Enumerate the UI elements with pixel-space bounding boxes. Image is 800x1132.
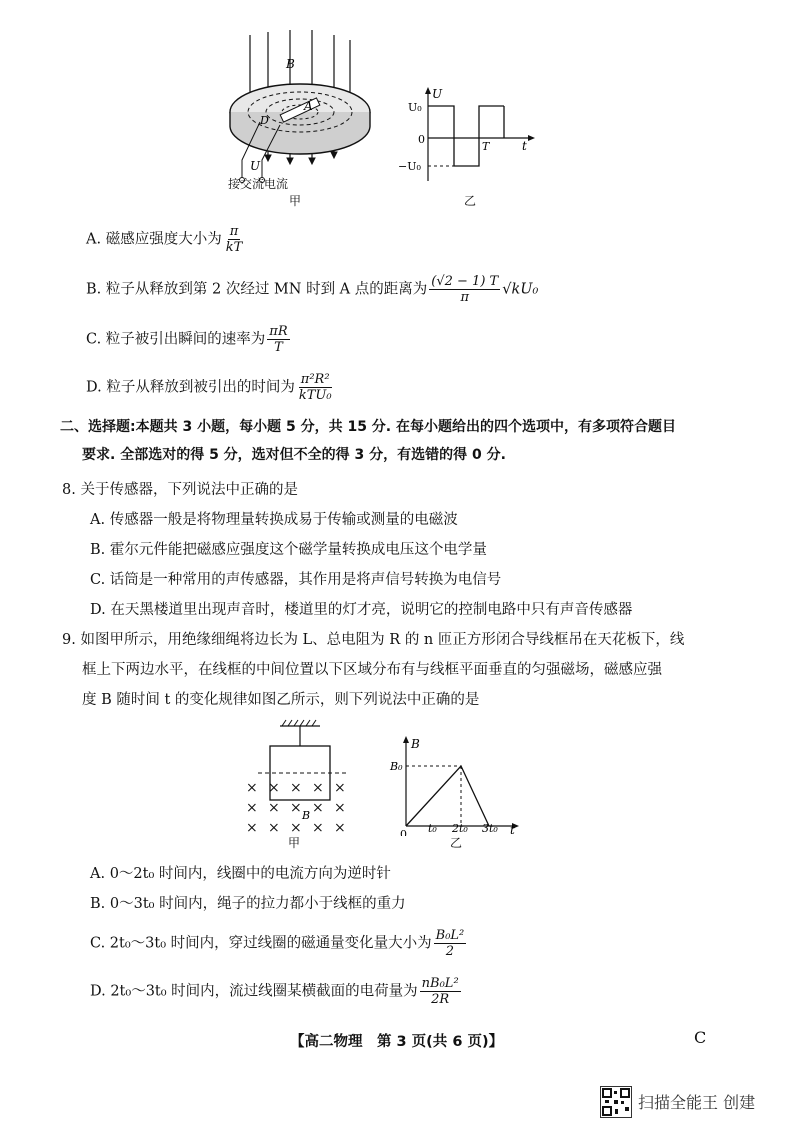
- frac-num: π²R²: [300, 372, 330, 387]
- cross-mark: ×: [334, 780, 346, 796]
- section2-line2: 要求. 全部选对的得 5 分，选对但不全的得 3 分，有选错的得 0 分.: [82, 447, 506, 463]
- cross-mark: ×: [334, 820, 346, 836]
- frac-num: π: [229, 224, 239, 239]
- frac-num: πR: [269, 324, 288, 339]
- cross-mark: ×: [246, 800, 258, 816]
- label-A: A: [304, 99, 313, 113]
- label-3t0: 3t₀: [482, 822, 498, 835]
- qr-code-icon: [600, 1086, 632, 1118]
- q9-option-a: A. 0～2t₀ 时间内，线圈中的电流方向为逆时针: [90, 866, 391, 882]
- q9-line3: 度 B 随时间 t 的变化规律如图乙所示，则下列说法中正确的是: [82, 692, 480, 708]
- cross-mark: ×: [290, 800, 302, 816]
- frac-den: 2R: [431, 992, 450, 1007]
- q7-option-c: [86, 324, 292, 355]
- q8-option-a: A. 传感器一般是将物理量转换成易于传输或测量的电磁波: [90, 512, 458, 528]
- fig9-jia-label: 甲: [288, 836, 301, 850]
- label-2t0: 2t₀: [452, 822, 468, 835]
- label-B-axis: B: [411, 737, 420, 751]
- label-T: T: [482, 140, 490, 153]
- label-U0: U₀: [408, 101, 422, 114]
- q9-d-prefix: D. 2t₀～3t₀ 时间内，流过线圈某横截面的电荷量为: [90, 983, 418, 1000]
- q9-line2: 框上下两边水平，在线框的中间位置以下区域分布有与线框平面垂直的匀强磁场，磁感应强: [82, 662, 662, 678]
- frac-den: π: [460, 290, 469, 305]
- q8-option-b: B. 霍尔元件能把磁感应强度这个磁学量转换成电压这个电学量: [90, 542, 487, 558]
- label-U: U: [250, 159, 261, 173]
- frac-den: 2: [445, 944, 455, 959]
- q9-option-d: [90, 976, 463, 1007]
- cross-mark: ×: [268, 780, 280, 796]
- q9-option-b: B. 0～3t₀ 时间内，绳子的拉力都小于线框的重力: [90, 896, 406, 912]
- fig7-yi-label: 乙: [464, 194, 477, 208]
- cross-mark: ×: [290, 780, 302, 796]
- label-B0: B₀: [390, 760, 403, 773]
- scanner-watermark: 扫描全能王 创建: [638, 1093, 756, 1112]
- cross-mark: ×: [268, 820, 280, 836]
- q7-option-b: [86, 274, 538, 305]
- label-B: B: [286, 57, 295, 71]
- label-t-axis: t: [510, 823, 515, 836]
- cross-mark: ×: [312, 800, 324, 816]
- q7-b-prefix: B. 粒子从释放到第 2 次经过 MN 时到 A 点的距离为: [86, 281, 428, 298]
- label-t0: t₀: [428, 822, 437, 835]
- cross-mark: ×: [334, 800, 346, 816]
- frac-den: kT: [225, 240, 243, 255]
- figure-9-yi: [386, 734, 526, 836]
- q9-d-frac: [420, 976, 461, 1007]
- fig7-jia-label: 甲: [289, 194, 302, 208]
- q9-c-prefix: C. 2t₀～3t₀ 时间内，穿过线圈的磁通量变化量大小为: [90, 935, 432, 952]
- frac-den: T: [274, 340, 283, 355]
- section2-line1: 二、选择题:本题共 3 小题，每小题 5 分，共 15 分. 在每小题给出的四个选项中，有多项符合题目: [60, 419, 676, 435]
- q7-option-d: [86, 372, 336, 403]
- q7-c-prefix: C. 粒子被引出瞬间的速率为: [86, 331, 266, 348]
- label-t-axis: t: [522, 139, 527, 153]
- q9-option-c: [90, 928, 468, 959]
- q8-option-c: C. 话筒是一种常用的声传感器，其作用是将声信号转换为电信号: [90, 572, 502, 588]
- fig9-yi-label: 乙: [450, 836, 463, 850]
- label-negU0: −U₀: [398, 160, 421, 173]
- q7-b-frac: [429, 274, 500, 305]
- frac-den: kTU₀: [298, 388, 332, 403]
- cross-mark: ×: [268, 800, 280, 816]
- q7-a-prefix: A. 磁感应强度大小为: [86, 231, 222, 248]
- label-B-field: B: [302, 809, 311, 822]
- frac-num: (√2 − 1) T: [431, 274, 499, 289]
- fig7-jia-caption: 接交流电流: [228, 177, 289, 191]
- label-zero: 0: [418, 133, 425, 146]
- q7-b-suffix: √kU₀: [502, 281, 539, 298]
- frac-num: nB₀L²: [421, 976, 459, 991]
- q8-option-d: D. 在天黑楼道里出现声音时，楼道里的灯才亮，说明它的控制电路中只有声音传感器: [90, 602, 633, 618]
- label-D: D: [260, 114, 269, 127]
- q9-c-frac: [434, 928, 467, 959]
- q8-stem: 8. 关于传感器，下列说法中正确的是: [62, 482, 298, 498]
- q7-option-a: [86, 224, 246, 255]
- frac-num: B₀L²: [435, 928, 465, 943]
- cross-mark: ×: [246, 780, 258, 796]
- label-U-axis: U: [432, 87, 443, 101]
- q7-d-frac: [297, 372, 334, 403]
- q7-c-frac: [267, 324, 289, 355]
- figure-7-yi: [398, 86, 538, 186]
- q9-line1: 9. 如图甲所示，用绝缘细绳将边长为 L、总电阻为 R 的 n 匝正方形闭合导线框吊在天花板下，线: [62, 632, 685, 648]
- page-footer: 【高二物理 第 3 页(共 6 页)】: [290, 1034, 504, 1050]
- label-zero: 0: [400, 828, 407, 836]
- cross-mark: ×: [312, 780, 324, 796]
- figure-9-jia: [228, 718, 358, 838]
- cross-mark: ×: [246, 820, 258, 836]
- q7-d-prefix: D. 粒子从释放到被引出的时间为: [86, 379, 295, 396]
- paper-code: C: [694, 1028, 707, 1047]
- cross-mark: ×: [312, 820, 324, 836]
- cross-mark: ×: [290, 820, 302, 836]
- q7-a-frac: [224, 224, 245, 255]
